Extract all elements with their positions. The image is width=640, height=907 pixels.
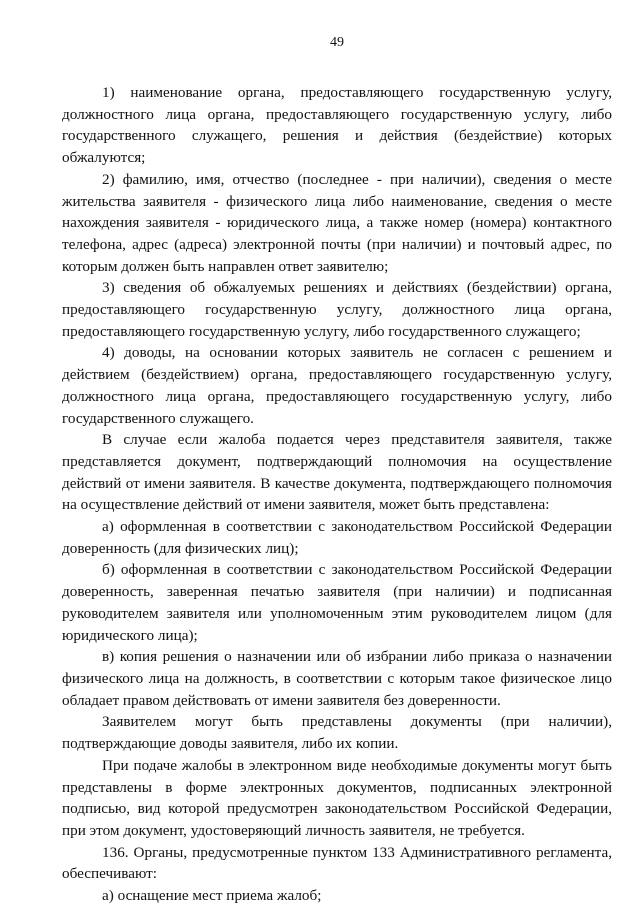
paragraph-136: 136. Органы, предусмотренные пунктом 133 Административного регламента, обеспечивают: bbox=[62, 843, 612, 883]
paragraph-item-1: 1) наименование органа, предоставляющего государственную услугу, должностного лица органа, предоставляющего государственную услугу, либо государственного служащего, решения и действия (бездействие) которых обжалуются; bbox=[62, 84, 612, 167]
paragraph-136-a: а) оснащение мест приема жалоб; bbox=[102, 887, 322, 905]
paragraph-electronic: При подаче жалобы в электронном виде необходимые документы могут быть представлены в форме электронных документов, подписанных электронной подписью, вид которой предусмотрен законодательством Российской Федерации, при этом документ, удостоверяющий личность заявителя, не требуется. bbox=[62, 756, 612, 839]
paragraph-sub-a: а) оформленная в соответствии с законодательством Российской Федерации доверенность (для физических лиц); bbox=[62, 518, 612, 557]
paragraph-item-3: 3) сведения об обжалуемых решениях и действиях (бездействии) органа, предоставляющего государственную услугу, должностного лица органа, предоставляющего государственную услугу, либо государственного служащего; bbox=[62, 279, 612, 340]
paragraph-representative: В случае если жалоба подается через представителя заявителя, также представляется документ, подтверждающий полномочия на осуществление действий от имени заявителя. В качестве документа, подтверждающего полномочия на осуществление действий от имени заявителя, может быть представлена: bbox=[62, 431, 612, 514]
paragraph-item-2: 2) фамилию, имя, отчество (последнее - при наличии), сведения о месте жительства заявителя - физического лица либо наименование, сведения о месте нахождения заявителя - юридического лица, а также номер (номера) контактного телефона, адрес (адреса) электронной почты (при наличии) и почтовый адрес, по которым должен быть направлен ответ заявителю; bbox=[62, 170, 612, 275]
paragraph-item-4: 4) доводы, на основании которых заявитель не согласен с решением и действием (бездействием) органа, предоставляющего государственную услугу, должностного лица органа, предоставляющего государственную услугу, либо государственного служащего. bbox=[62, 344, 612, 427]
page-number: 49 bbox=[330, 35, 344, 50]
document-page bbox=[62, 34, 612, 907]
paragraph-sub-b: б) оформленная в соответствии с законодательством Российской Федерации доверенность, заверенная печатью заявителя (при наличии) и подписанная руководителем заявителя или уполномоченным этим руководителем лицом (для юридического лица); bbox=[62, 561, 612, 644]
paragraph-sub-v: в) копия решения о назначении или об избрании либо приказа о назначении физического лица на должность, в соответствии с которым такое физическое лицо обладает правом действовать от имени заявителя без доверенности. bbox=[62, 648, 612, 709]
paragraph-documents: Заявителем могут быть представлены документы (при наличии), подтверждающие доводы заявителя, либо их копии. bbox=[62, 713, 612, 753]
